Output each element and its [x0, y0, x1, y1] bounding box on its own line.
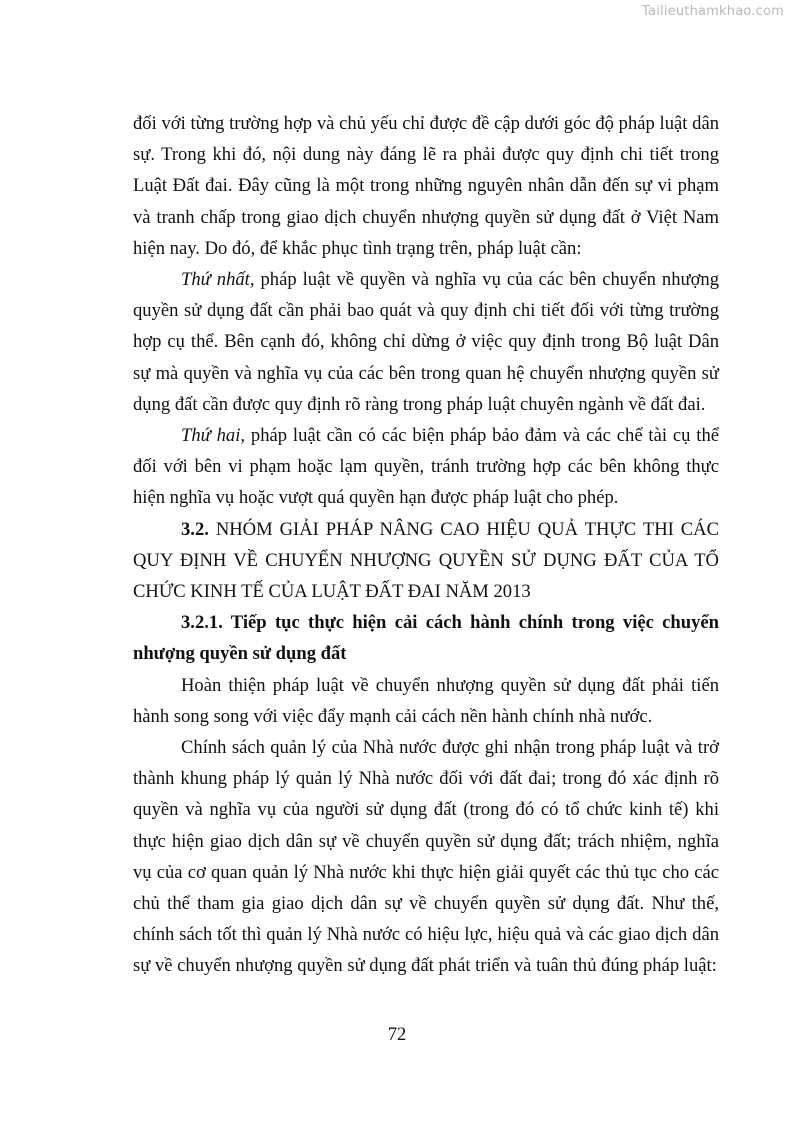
second-point-text: pháp luật cần có các biện pháp bảo đảm và các chế tài cụ thể đối với bên vi phạm hoặc lạm quyền, tránh trường hợp các bên không thực hiện nghĩa vụ hoặc vượt quá quyền hạn được pháp luật cho phép. — [133, 425, 719, 509]
first-point-text: pháp luật về quyền và nghĩa vụ của các bên chuyển nhượng quyền sử dụng đất cần phải bao quát và quy định chi tiết đối với từng trường hợp cụ thể. Bên cạnh đó, không chỉ dừng ở việc quy định trong Bộ luật Dân sự mà quyền và nghĩa vụ của các bên trong quan hệ chuyển nhượng quyền sử dụng đất cần được quy định rõ ràng trong pháp luật chuyên ngành về đất đai. — [133, 269, 719, 415]
section-number: 3.2. — [181, 518, 209, 540]
section-title: NHÓM GIẢI PHÁP NÂNG CAO HIỆU QUẢ THỰC THI CÁC QUY ĐỊNH VỀ CHUYỂN NHƯỢNG QUYỀN SỬ DỤNG ĐẤT CỦA TỔ CHỨC KINH TẾ CỦA LUẬT ĐẤT ĐAI NĂM 2013 — [133, 518, 719, 603]
paragraph-second-point — [133, 420, 719, 514]
paragraph-reform: Hoàn thiện pháp luật về chuyển nhượng quyền sử dụng đất phải tiến hành song song với việc đẩy mạnh cải cách nền hành chính nhà nước. — [133, 674, 719, 727]
page-number: 72 — [387, 1024, 407, 1045]
second-point-lead: Thứ hai, — [181, 425, 246, 447]
first-point-lead: Thứ nhất, — [181, 269, 255, 291]
subsection-heading-3-2-1: 3.2.1. Tiếp tục thực hiện cải cách hành chính trong việc chuyển nhượng quyền sử dụng đất — [133, 612, 719, 665]
page-body — [133, 108, 719, 982]
section-heading-3-2 — [133, 514, 719, 608]
paragraph-policy: Chính sách quản lý của Nhà nước được ghi nhận trong pháp luật và trở thành khung pháp lý quản lý Nhà nước đối với đất đai; trong đó xác định rõ quyền và nghĩa vụ của người sử dụng đất (trong đó có tổ chức kinh tế) khi thực hiện giao dịch dân sự về chuyển quyền sử dụng đất; trách nhiệm, nghĩa vụ của cơ quan quản lý Nhà nước khi thực hiện giải quyết các thủ tục cho các chủ thể tham gia giao dịch dân sự về chuyển quyền sử dụng đất. Như thế, chính sách tốt thì quản lý Nhà nước có hiệu lực, hiệu quả và các giao dịch dân sự về chuyển nhượng quyền sử dụng đất phát triển và tuân thủ đúng pháp luật: — [133, 737, 719, 977]
paragraph-first-point — [133, 264, 719, 420]
watermark: Tailieuthamkhao.com — [642, 4, 784, 19]
paragraph-intro: đối với từng trường hợp và chủ yếu chỉ được đề cập dưới góc độ pháp luật dân sự. Trong khi đó, nội dung này đáng lẽ ra phải được quy định chi tiết trong Luật Đất đai. Đây cũng là một trong những nguyên nhân dẫn đến sự vi phạm và tranh chấp trong giao dịch chuyển nhượng quyền sử dụng đất ở Việt Nam hiện nay. Do đó, để khắc phục tình trạng trên, pháp luật cần: — [133, 113, 719, 259]
